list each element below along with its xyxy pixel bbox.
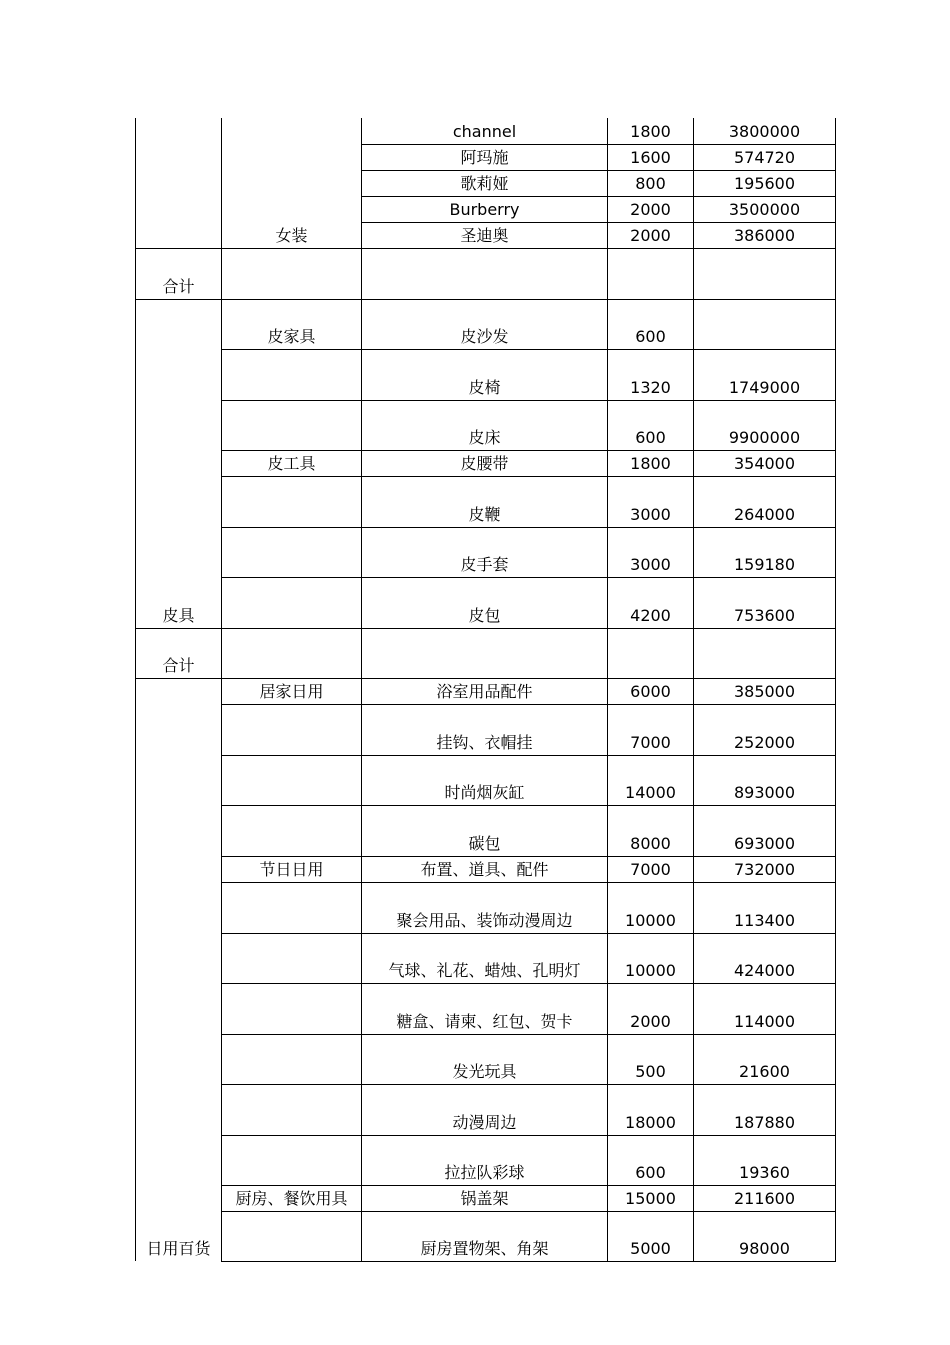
- subcategory-cell: 居家日用: [222, 678, 362, 704]
- table-row: [136, 299, 836, 349]
- product-sales-table: [135, 118, 836, 1262]
- amount-cell: 693000: [694, 805, 836, 856]
- amount-cell: 19360: [694, 1135, 836, 1185]
- item-cell: 碳包: [362, 805, 608, 856]
- table-row: [136, 476, 836, 527]
- qty-cell: 500: [608, 1034, 694, 1084]
- item-cell: 拉拉队彩球: [362, 1135, 608, 1185]
- subcategory-cell: 皮工具: [222, 450, 362, 476]
- total-row: [136, 248, 836, 299]
- qty-cell: 6000: [608, 678, 694, 704]
- amount-cell: 113400: [694, 882, 836, 933]
- qty-cell: 1800: [608, 450, 694, 476]
- qty-cell: 14000: [608, 755, 694, 805]
- amount-cell: 252000: [694, 704, 836, 755]
- item-cell: Burberry: [362, 196, 608, 222]
- qty-cell: 8000: [608, 805, 694, 856]
- table-row: [136, 450, 836, 476]
- qty-cell: 600: [608, 400, 694, 450]
- amount-cell: 424000: [694, 933, 836, 983]
- item-cell: 歌莉娅: [362, 170, 608, 196]
- qty-cell: 3000: [608, 476, 694, 527]
- qty-cell: 4200: [608, 577, 694, 628]
- qty-cell: 2000: [608, 222, 694, 248]
- item-cell: 皮沙发: [362, 299, 608, 349]
- qty-cell: 1800: [608, 118, 694, 144]
- amount-cell: 3800000: [694, 118, 836, 144]
- amount-cell: 574720: [694, 144, 836, 170]
- amount-cell: 114000: [694, 983, 836, 1034]
- item-cell: 皮腰带: [362, 450, 608, 476]
- item-cell: 锅盖架: [362, 1185, 608, 1211]
- table-row: [136, 118, 836, 144]
- item-cell: 布置、道具、配件: [362, 856, 608, 882]
- item-cell: 时尚烟灰缸: [362, 755, 608, 805]
- item-cell: 圣迪奥: [362, 222, 608, 248]
- qty-cell: 600: [608, 1135, 694, 1185]
- subcategory-cell: 节日日用: [222, 856, 362, 882]
- amount-cell: 732000: [694, 856, 836, 882]
- item-cell: 厨房置物架、角架: [362, 1211, 608, 1261]
- qty-cell: 2000: [608, 983, 694, 1034]
- amount-cell: 386000: [694, 222, 836, 248]
- qty-cell: 3000: [608, 527, 694, 577]
- qty-cell: 18000: [608, 1084, 694, 1135]
- category-cell: [136, 118, 222, 248]
- item-cell: 皮手套: [362, 527, 608, 577]
- table-row: [136, 577, 836, 628]
- qty-cell: 1600: [608, 144, 694, 170]
- table-row: [136, 1135, 836, 1185]
- total-label: 合计: [136, 628, 222, 678]
- table-row: [136, 1211, 836, 1261]
- amount-cell: 3500000: [694, 196, 836, 222]
- table-row: [136, 349, 836, 400]
- category-cell: 皮具: [136, 299, 222, 628]
- amount-cell: 354000: [694, 450, 836, 476]
- table-row: [136, 400, 836, 450]
- item-cell: 皮鞭: [362, 476, 608, 527]
- amount-cell: 1749000: [694, 349, 836, 400]
- qty-cell: 1320: [608, 349, 694, 400]
- amount-cell: [694, 299, 836, 349]
- table-row: [136, 805, 836, 856]
- amount-cell: 98000: [694, 1211, 836, 1261]
- amount-cell: 21600: [694, 1034, 836, 1084]
- table-row: [136, 1084, 836, 1135]
- amount-cell: 753600: [694, 577, 836, 628]
- amount-cell: 264000: [694, 476, 836, 527]
- amount-cell: 195600: [694, 170, 836, 196]
- total-row: [136, 628, 836, 678]
- item-cell: 糖盒、请柬、红包、贺卡: [362, 983, 608, 1034]
- item-cell: 皮包: [362, 577, 608, 628]
- item-cell: 发光玩具: [362, 1034, 608, 1084]
- qty-cell: 7000: [608, 704, 694, 755]
- item-cell: 动漫周边: [362, 1084, 608, 1135]
- amount-cell: 9900000: [694, 400, 836, 450]
- item-cell: channel: [362, 118, 608, 144]
- table-row: [136, 983, 836, 1034]
- qty-cell: 10000: [608, 933, 694, 983]
- table-row: [136, 882, 836, 933]
- amount-cell: 187880: [694, 1084, 836, 1135]
- subcategory-cell: 皮家具: [222, 299, 362, 349]
- table-row: [136, 856, 836, 882]
- item-cell: 聚会用品、装饰动漫周边: [362, 882, 608, 933]
- amount-cell: 385000: [694, 678, 836, 704]
- amount-cell: 211600: [694, 1185, 836, 1211]
- category-cell: 日用百货: [136, 678, 222, 1261]
- amount-cell: 893000: [694, 755, 836, 805]
- qty-cell: 800: [608, 170, 694, 196]
- qty-cell: 2000: [608, 196, 694, 222]
- table-row: [136, 678, 836, 704]
- item-cell: 皮椅: [362, 349, 608, 400]
- item-cell: 浴室用品配件: [362, 678, 608, 704]
- table-row: [136, 1185, 836, 1211]
- qty-cell: 7000: [608, 856, 694, 882]
- qty-cell: 10000: [608, 882, 694, 933]
- item-cell: 气球、礼花、蜡烛、孔明灯: [362, 933, 608, 983]
- table-row: [136, 704, 836, 755]
- table-row: [136, 1034, 836, 1084]
- table-row: [136, 527, 836, 577]
- qty-cell: 15000: [608, 1185, 694, 1211]
- qty-cell: 5000: [608, 1211, 694, 1261]
- table-row: [136, 933, 836, 983]
- item-cell: 挂钩、衣帽挂: [362, 704, 608, 755]
- qty-cell: 600: [608, 299, 694, 349]
- item-cell: 阿玛施: [362, 144, 608, 170]
- subcategory-cell: 厨房、餐饮用具: [222, 1185, 362, 1211]
- amount-cell: 159180: [694, 527, 836, 577]
- table-row: [136, 755, 836, 805]
- total-label: 合计: [136, 248, 222, 299]
- item-cell: 皮床: [362, 400, 608, 450]
- subcategory-cell: 女装: [222, 118, 362, 248]
